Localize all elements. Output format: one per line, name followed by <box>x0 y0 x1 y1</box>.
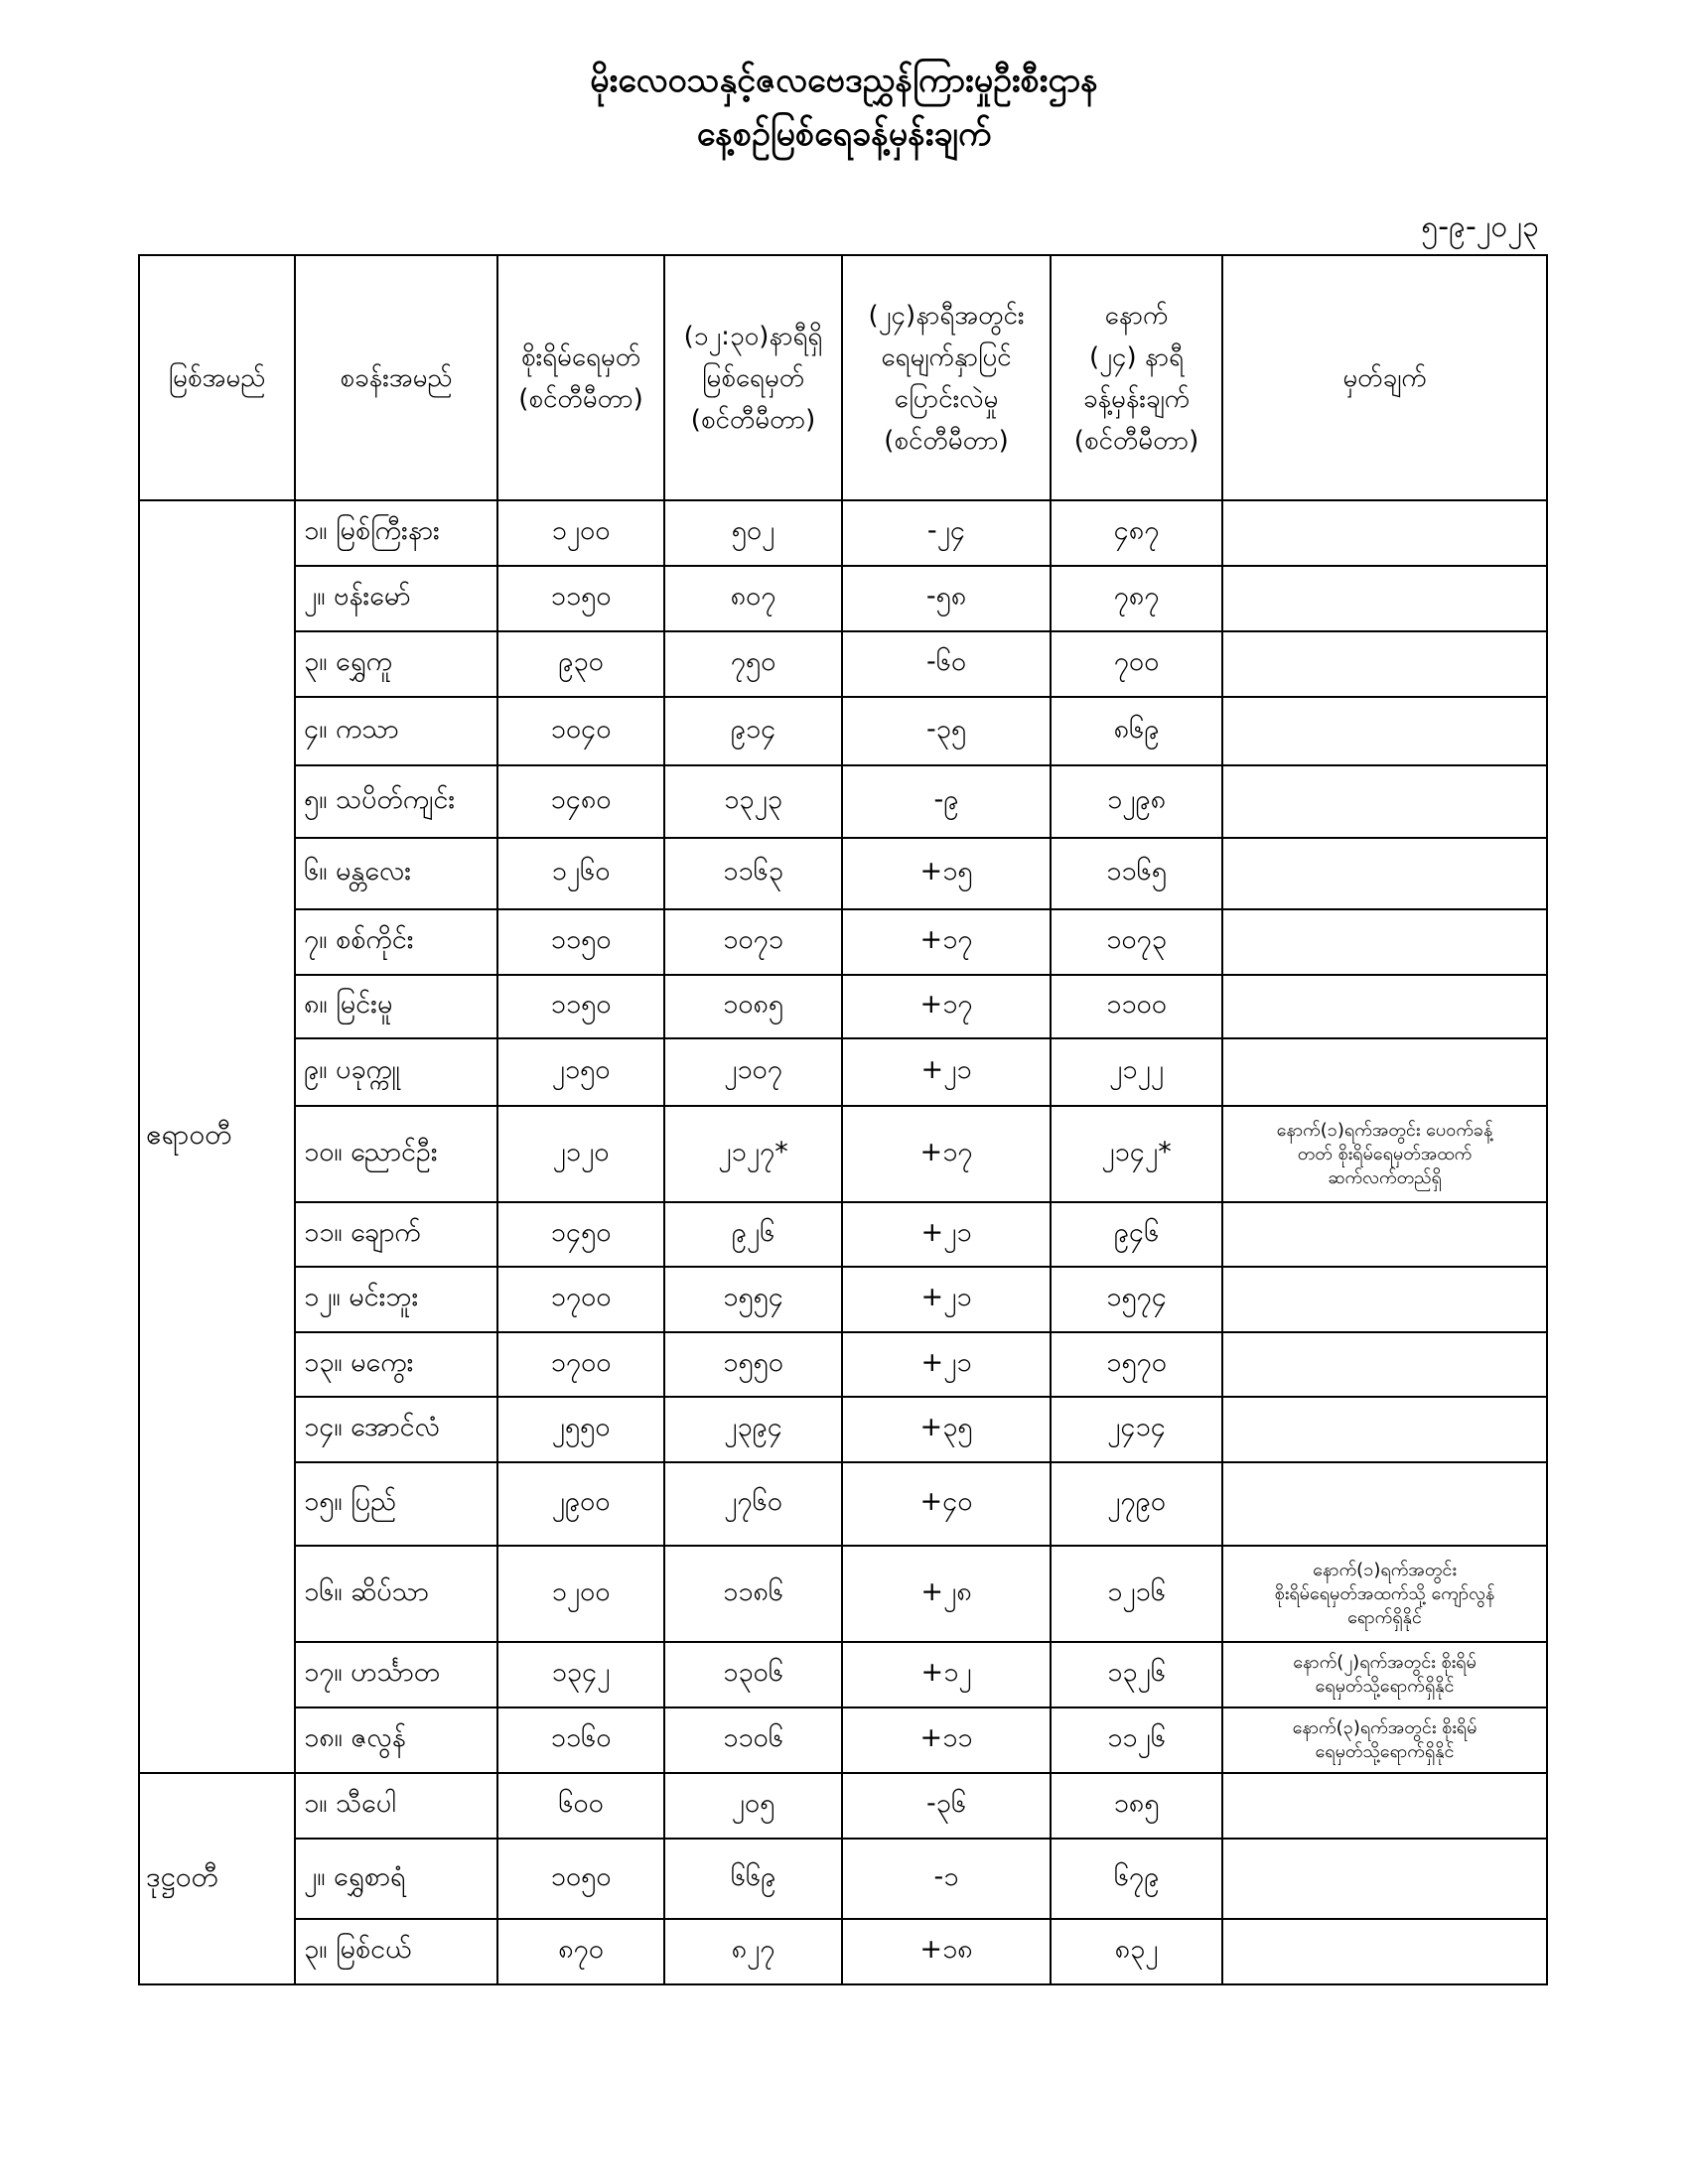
level-change: -၃၅ <box>842 697 1051 765</box>
current-level: ၁၅၅၄ <box>664 1267 842 1332</box>
danger-level: ၁၇၀၀ <box>497 1267 664 1332</box>
current-level: ၁၁၀၆ <box>664 1707 842 1773</box>
station-name: ၈။ မြင်းမူ <box>295 975 497 1038</box>
station-name: ၃။ ရွှေကူ <box>295 631 497 697</box>
current-level: ၁၀၇၁ <box>664 909 842 975</box>
danger-level: ၁၁၅၀ <box>497 909 664 975</box>
danger-level: ၂၅၅၀ <box>497 1397 664 1462</box>
col-danger-header-line: (စင်တီမီတာ) <box>518 383 643 414</box>
table-row <box>139 838 1547 909</box>
current-level: ၂၃၉၄ <box>664 1397 842 1462</box>
remark-cell <box>1222 1202 1547 1267</box>
remark-line: နောက်(၂)ရက်အတွင်း စိုးရိမ် <box>1293 1652 1477 1673</box>
level-change: +၂၁ <box>842 1038 1051 1106</box>
current-level: ၁၁၆၃ <box>664 838 842 909</box>
remark-line: ရေမှတ်သို့ရောက်ရှိနိုင် <box>1315 1676 1455 1697</box>
station-name: ၁၅။ ပြည် <box>295 1462 497 1546</box>
col-forecast-header-line: နောက် <box>1104 300 1169 331</box>
level-change: -၁ <box>842 1839 1051 1919</box>
danger-level: ၁၁၅၀ <box>497 975 664 1038</box>
level-change: +၄၀ <box>842 1462 1051 1546</box>
station-name: ၇။ စစ်ကိုင်း <box>295 909 497 975</box>
table-row <box>139 1642 1547 1707</box>
remark-line: နောက်(၁)ရက်အတွင်း ပေ၀က်ခန့် <box>1276 1119 1493 1141</box>
remark-cell <box>1222 1707 1547 1773</box>
current-level: ၁၃၂၃ <box>664 765 842 838</box>
current-level: ၁၁၈၆ <box>664 1546 842 1642</box>
danger-level: ၂၉၀၀ <box>497 1462 664 1546</box>
table-row <box>139 1462 1547 1546</box>
station-name: ၁၃။ မကွေး <box>295 1332 497 1397</box>
level-change: +၂၁ <box>842 1202 1051 1267</box>
remark-cell <box>1222 1267 1547 1332</box>
current-level: ၂၁၂၇* <box>664 1106 842 1202</box>
table-row <box>139 566 1547 631</box>
level-change: -၅၈ <box>842 566 1051 631</box>
table-row <box>139 1707 1547 1773</box>
station-name: ၁။ မြစ်ကြီးနား <box>295 500 497 566</box>
remark-cell <box>1222 1546 1547 1642</box>
table-row <box>139 1202 1547 1267</box>
table-row <box>139 1332 1547 1397</box>
forecast-level: ၆၇၉ <box>1051 1839 1222 1919</box>
col-forecast-header <box>1051 255 1222 500</box>
table-row <box>139 1919 1547 1984</box>
col-danger-header <box>497 255 664 500</box>
remark-line: ရေမှတ်သို့ရောက်ရှိနိုင် <box>1315 1741 1455 1762</box>
remark-cell <box>1222 1462 1547 1546</box>
level-change: +၂၁ <box>842 1267 1051 1332</box>
col-change-header <box>842 255 1051 500</box>
remark-cell <box>1222 697 1547 765</box>
col-current-header-line: (၁၂:၃၀)နာရီရှိ <box>683 321 823 351</box>
danger-level: ၁၂၀၀ <box>497 1546 664 1642</box>
col-forecast-header-line: (စင်တီမီတာ) <box>1073 425 1199 456</box>
remark-cell <box>1222 838 1547 909</box>
station-name: ၆။ မန္တလေး <box>295 838 497 909</box>
col-station-header: စခန်းအမည် <box>295 255 497 500</box>
table-row <box>139 1038 1547 1106</box>
table-row <box>139 1267 1547 1332</box>
level-change: +၁၂ <box>842 1642 1051 1707</box>
remark-cell <box>1222 1642 1547 1707</box>
danger-level: ၈၇၀ <box>497 1919 664 1984</box>
remark-cell <box>1222 1773 1547 1839</box>
forecast-level: ၁၀၇၃ <box>1051 909 1222 975</box>
forecast-level: ၂၄၁၄ <box>1051 1397 1222 1462</box>
remark-line: ဆက်လက်တည်ရှိ <box>1328 1166 1442 1188</box>
table-row <box>139 1106 1547 1202</box>
danger-level: ၂၁၂၀ <box>497 1106 664 1202</box>
forecast-level: ၁၁၀၀ <box>1051 975 1222 1038</box>
col-forecast-header-line: (၂၄) နာရီ <box>1088 341 1185 372</box>
report-date: ၅-၉-၂၀၂၃ <box>1421 209 1539 244</box>
remark-line: တတ် စိုးရိမ်ရေမှတ်အထက် <box>1297 1143 1473 1164</box>
forecast-level: ၁၁၂၆ <box>1051 1707 1222 1773</box>
page-title: မိုးလေဝသနှင့်ဇလဗေဒညွှန်ကြားမှုဦးစီးဌာန <box>590 61 1098 100</box>
station-name: ၁။ သီပေါ <box>295 1773 497 1839</box>
table-row <box>139 1546 1547 1642</box>
station-name: ၄။ ကသာ <box>295 697 497 765</box>
table-row <box>139 500 1547 566</box>
level-change: +၁၁ <box>842 1707 1051 1773</box>
danger-level: ၁၄၅၀ <box>497 1202 664 1267</box>
col-danger-header-line: စိုးရိမ်ရေမှတ် <box>520 341 641 372</box>
forecast-level: ၁၂၁၆ <box>1051 1546 1222 1642</box>
forecast-level: ၁၈၅ <box>1051 1773 1222 1839</box>
danger-level: ၉၃၀ <box>497 631 664 697</box>
col-current-header <box>664 255 842 500</box>
station-name: ၁၈။ ဇလွန် <box>295 1707 497 1773</box>
col-river-header: မြစ်အမည် <box>139 255 295 500</box>
forecast-level: ၉၄၆ <box>1051 1202 1222 1267</box>
danger-level: ၆၀၀ <box>497 1773 664 1839</box>
forecast-level: ၁၅၇၀ <box>1051 1332 1222 1397</box>
col-remark-header: မှတ်ချက် <box>1222 255 1547 500</box>
station-name: ၁၇။ ဟင်္သာတ <box>295 1642 497 1707</box>
remark-line: ရောက်ရှိနိုင် <box>1347 1606 1422 1628</box>
forecast-level: ၁၂၉၈ <box>1051 765 1222 838</box>
station-name: ၂။ ရွှေစာရံ <box>295 1839 497 1919</box>
table-row <box>139 975 1547 1038</box>
remark-line: နောက်(၁)ရက်အတွင်း <box>1313 1559 1457 1580</box>
current-level: ၈၂၇ <box>664 1919 842 1984</box>
current-level: ၂၀၅ <box>664 1773 842 1839</box>
remark-cell <box>1222 1397 1547 1462</box>
remark-cell <box>1222 765 1547 838</box>
col-current-header-line: (စင်တီမီတာ) <box>690 404 816 435</box>
level-change: +၃၅ <box>842 1397 1051 1462</box>
level-change: +၁၇ <box>842 909 1051 975</box>
col-change-header-line: ရေမျက်နှာပြင် <box>881 341 1012 372</box>
river-name: ဒုဋ္ဌဝတီ <box>139 1773 295 1984</box>
current-level: ၁၃၀၆ <box>664 1642 842 1707</box>
remark-cell <box>1222 975 1547 1038</box>
danger-level: ၁၄၈၀ <box>497 765 664 838</box>
station-name: ၉။ ပခုက္ကူ <box>295 1038 497 1106</box>
remark-line: နောက်(၃)ရက်အတွင်း စိုးရိမ် <box>1292 1717 1477 1738</box>
current-level: ၇၅၀ <box>664 631 842 697</box>
forecast-level: ၂၁၄၂* <box>1051 1106 1222 1202</box>
level-change: +၁၅ <box>842 838 1051 909</box>
danger-level: ၁၇၀၀ <box>497 1332 664 1397</box>
table-body <box>139 500 1547 1984</box>
station-name: ၁၀။ ညောင်ဦး <box>295 1106 497 1202</box>
page-subtitle: နေ့စဉ်မြစ်ရေခန့်မှန်းချက် <box>696 114 992 154</box>
table-row <box>139 765 1547 838</box>
level-change: +၁၈ <box>842 1919 1051 1984</box>
station-name: ၃။ မြစ်ငယ် <box>295 1919 497 1984</box>
table-row <box>139 909 1547 975</box>
level-change: -၉ <box>842 765 1051 838</box>
remark-line: စိုးရိမ်ရေမှတ်အထက်သို့ ကျော်လွန် <box>1274 1582 1495 1604</box>
remark-cell <box>1222 1106 1547 1202</box>
table-row <box>139 1839 1547 1919</box>
level-change: -၃၆ <box>842 1773 1051 1839</box>
col-change-header-line: ပြောင်းလဲမှု <box>894 383 999 414</box>
level-change: +၁၇ <box>842 1106 1051 1202</box>
current-level: ၉၁၄ <box>664 697 842 765</box>
remark-cell <box>1222 566 1547 631</box>
current-level: ၂၁၀၇ <box>664 1038 842 1106</box>
remark-cell <box>1222 1038 1547 1106</box>
remark-cell <box>1222 631 1547 697</box>
table-row <box>139 631 1547 697</box>
danger-level: ၁၁၆၀ <box>497 1707 664 1773</box>
col-change-header-line: (စင်တီမီတာ) <box>884 425 1009 456</box>
col-current-header-line: မြစ်ရေမှတ် <box>701 362 805 393</box>
danger-level: ၁၀၄၀ <box>497 697 664 765</box>
level-change: -၆၀ <box>842 631 1051 697</box>
current-level: ၁၀၈၅ <box>664 975 842 1038</box>
station-name: ၅။ သပိတ်ကျင်း <box>295 765 497 838</box>
danger-level: ၁၃၄၂ <box>497 1642 664 1707</box>
header-row <box>139 255 1547 500</box>
forecast-level: ၄၈၇ <box>1051 500 1222 566</box>
danger-level: ၁၁၅၀ <box>497 566 664 631</box>
remark-cell <box>1222 1839 1547 1919</box>
station-name: ၁၄။ အောင်လံ <box>295 1397 497 1462</box>
table-row <box>139 1397 1547 1462</box>
forecast-level: ၁၅၇၄ <box>1051 1267 1222 1332</box>
forecast-level: ၇၀၀ <box>1051 631 1222 697</box>
danger-level: ၁၂၆၀ <box>497 838 664 909</box>
danger-level: ၂၁၅၀ <box>497 1038 664 1106</box>
forecast-level: ၂၇၉၀ <box>1051 1462 1222 1546</box>
river-name: ဧရာဝတီ <box>139 500 295 1773</box>
forecast-level: ၈၃၂ <box>1051 1919 1222 1984</box>
col-forecast-header-line: ခန့်မှန်းချက် <box>1082 383 1191 414</box>
current-level: ၂၇၆၀ <box>664 1462 842 1546</box>
table-row <box>139 697 1547 765</box>
current-level: ၅၀၂ <box>664 500 842 566</box>
level-change: -၂၄ <box>842 500 1051 566</box>
current-level: ၆၆၉ <box>664 1839 842 1919</box>
level-change: +၁၇ <box>842 975 1051 1038</box>
forecast-level: ၇၈၇ <box>1051 566 1222 631</box>
forecast-table <box>138 254 1548 1985</box>
remark-cell <box>1222 1919 1547 1984</box>
current-level: ၉၂၆ <box>664 1202 842 1267</box>
table-row <box>139 1773 1547 1839</box>
danger-level: ၁၀၅၀ <box>497 1839 664 1919</box>
forecast-level: ၁၃၂၆ <box>1051 1642 1222 1707</box>
danger-level: ၁၂၀၀ <box>497 500 664 566</box>
forecast-level: ၂၁၂၂ <box>1051 1038 1222 1106</box>
remark-cell <box>1222 1332 1547 1397</box>
remark-cell <box>1222 909 1547 975</box>
forecast-level: ၁၁၆၅ <box>1051 838 1222 909</box>
station-name: ၁၆။ ဆိပ်သာ <box>295 1546 497 1642</box>
forecast-level: ၈၆၉ <box>1051 697 1222 765</box>
level-change: +၂၁ <box>842 1332 1051 1397</box>
station-name: ၁၁။ ချောက် <box>295 1202 497 1267</box>
level-change: +၂၈ <box>842 1546 1051 1642</box>
station-name: ၁၂။ မင်းဘူး <box>295 1267 497 1332</box>
col-change-header-line: (၂၄)နာရီအတွင်း <box>868 300 1025 331</box>
current-level: ၈၀၇ <box>664 566 842 631</box>
station-name: ၂။ ဗန်းမော် <box>295 566 497 631</box>
remark-cell <box>1222 500 1547 566</box>
current-level: ၁၅၅၀ <box>664 1332 842 1397</box>
